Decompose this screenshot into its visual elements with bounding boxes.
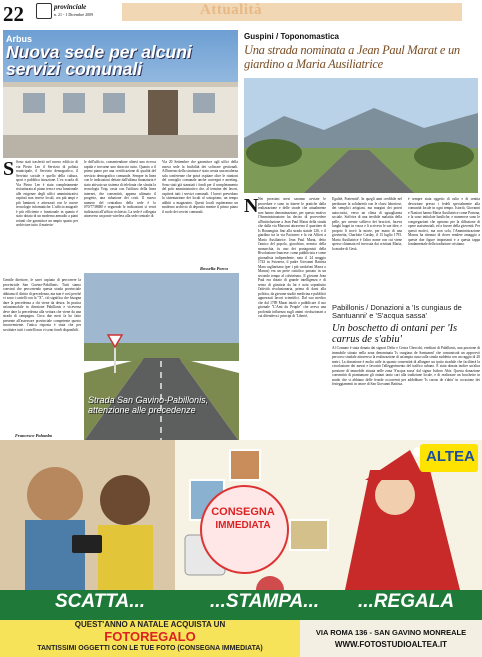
right-dropcap: N — [244, 195, 259, 217]
guspini-landscape-photo — [244, 78, 478, 193]
left-article-col2: le dell'ufficio, consentendone altresì una ricerca rapida e trovarne uno sbraccio tutto. Quanto a il primo piano per una certificazione di qualità del servizio demografico comunale. Sempre in linea con le indicazioni dettate dall'ultima finanziaria è stato attivato un sistema di telefonia che sfrutta la tecnologia Voip, ossia con l'utilizzo della linea internet, che consentirà, appena ultimato il progetto, una riduzione dei costi. Il nuovo numero del centralino della sede è lo 070/7738680 e seguendo le indicazioni si verrà indirizzati all'ufficio richiesto. La sede è collegata attraverso un ponte wireless alla sede centrale di — [84, 160, 156, 218]
left-headline: Nuova sede per alcuni servizi comunali — [6, 42, 192, 79]
page-header — [0, 0, 482, 28]
second-kicker: Pabillonis / Donazioni a 'Is cungiaus de Santuanni' e 'S'acqua sassa' — [332, 303, 462, 320]
section-bar — [122, 3, 462, 21]
ad-scatta: SCATTA... — [55, 591, 146, 612]
road-photo-caption: Strada San Gavino-Pabillonis, attenzione alle precedenze — [88, 395, 209, 415]
brand-name: ALTEA — [426, 448, 475, 465]
ad-promo-line1: QUEST'ANNO A NATALE ACQUISTA UN — [74, 620, 226, 629]
ad-regala: ...REGALA — [358, 591, 455, 612]
right-article-col2: Egalité, Fraternité'. In quegli anni credibile nel perdonare la solidarietà con le classi laboriose, dei semplici artigiani, ma margini dei poteri autocratici, verso un clima di uguaglianza sociale. Soffriva di una terribile malattia della pelle, per averne sollievo dei bruciori, faceva lunghi bagni in vasca e li scriveva le sue idee, e proprio lì trovò la morte, per mano di una giovinetta, Charlotte Corday, il 13 luglio 1793. Maria Ausiliatrice è l'altro nome con cui viene spesso chiamata ed invocata dai cristiani Maria, la madre di Gesù. — [332, 197, 402, 251]
ad-promo-line3: TANTISSIMI OGGETTI CON LE TUE FOTO (CONSEGNA IMMEDIATA) — [37, 645, 263, 652]
section-title: Attualità — [200, 2, 262, 18]
road-photo — [84, 273, 239, 441]
right-article-col1: Nei prossimi mesi saranno avviate le procedure e sono in itinere le pratiche dalla realizzazione e delle strade che attualmente non hanno denominazione, per questo motivo l'Amministrazione ha deciso di provvedere all'intitolazione a Jean Paul Marat della strada che dalla via Marconi attraverso il quartiere di Is Bonamgius fino alla strada statale 126, e il giardino tra la via Pacioneo e la via Alfieri a Maria Ausiliatrice. Jean Paul Marat, detto l'amico del popolo, giacobino, nemico della monarchia, fu uno dei protagonisti della Rivoluzione francese: come pubblicista e come giornalista indipendente, nato il 24 maggio 1743 in Svizzera, il padre Giovanni Battista Mara cagliaritano (per i più sardofoni Marra o Marras) era un prete cattolico passato in un secondo tempo al calvinismo. Il giovane Jean Paul era dotato di grande intelligenza e di senso di giustizia da lui e nota soprattutto l'attività rivoluzionaria, prima di darsi alla politica, da giovane studiò medicina e pubblicò apprezzati lavori scientifici. Dal suo medico che dal 1789 Marat iniziò a pubblicare il suo giornale "L'Ami du Peuple" che aveva una profonda influenza sugli animi rivoluzionari a cui difendeva i principi di 'Liberté, — [258, 197, 326, 318]
left-article-col1: Sono stati trasferiti nel nuovo edificio di via Pietro Leo il Servizio di polizia municipale, il Servizio demografico, il Servizio sociale e quello della cultura, sport e pubblica istruzione. L'ex scuola di Via Pietro Leo è stata completamente ristrutturata al piano terra e resa funzionale alle esigenze degli uffici amministrativi ospitati non invece locali, ora più ampi e più luminosi e attrezzati con le nuove tecnologie informatiche. L'ufficio anagrafe è più efficiente e funzionale in quanto è stato dotato di un moderno armadio a piani rotanti che garantisce un ampio spazio per archiviare tutto il materia- — [16, 160, 78, 227]
second-headline: Un boschetto di ontani per 'Is carrus de s'abiu' — [332, 323, 458, 345]
letter-author: Francesco Palombo — [15, 433, 53, 438]
dropcap: S — [3, 158, 15, 180]
right-article-col3: è sempre stata oggetto di culto e di sentita devozione presso i fedeli specialmente alla comunità locale in ogni tempo. Istoriò, Giovanni e Nazioni hanno Maria Ausiliatrice come Patrona, e la sono intitolate basiliche, e numerose sono le congregazioni che operano per la diffusione di opere assistenziali, ed a favore della gioventù. Per questi motivi, ma non solo, l'Amministrazione Marras ha ritenuto di dover rendere omaggio a queste due figure importanti e a questa tappa fondamentale della tradizione cristiana. — [408, 197, 480, 246]
left-kicker: Arbus — [6, 34, 33, 44]
page-number: 22 — [3, 2, 24, 26]
badge-line1: CONSEGNA — [211, 506, 275, 518]
paper-name: provinciale — [54, 3, 87, 11]
ad-website: WWW.FOTOSTUDIOALTEA.IT — [334, 640, 448, 649]
left-article-author: Rossella Porcu — [200, 266, 228, 271]
ad-address: VIA ROMA 136 - SAN GAVINO MONREALE — [315, 628, 467, 637]
fotoregalo-ad — [0, 440, 482, 657]
second-article-text: Al Comune è stata donata dai signori Delio e Cesira Chercchi, ereditari di Pabillonis, una porzione di immobile situato nella zona denominata 'Is cungiaus de Santuanni' che comunicatà un approvvò percorso stradale attraverso la realizzazione di un'ampia cuna sulla strada suddetta con un raggio di 20 metri. La donazione è molto utile in quanto consentirà di allargare un tratto stradale che faciliterà la circolazione dei mezzi e favorirà l'alleggerimento del traffico urbano. È stata donata inoltre un'altra porzione di immobile situata nelle zona 'S'acqua sassa' dal signor Isidoro Abis. Questa donazione consentirà di piantumare gli ontani tanto cari alla tradizione locale, e di realizzare un boschetto in modo che si abbiano delle fronde occorrenti per addobbare 'Is carrus de s'abiu' in occasione dei festeggiamenti in onore di San Giovanni Battista. — [332, 346, 480, 386]
masthead-logo — [36, 3, 52, 19]
right-kicker: Guspini / Toponomastica — [244, 32, 339, 41]
right-headline: Una strada nominata a Jean Paul Marat e un giardino a Maria Ausiliatrice — [244, 43, 460, 71]
issue-date: n. 21 - 1 Dicembre 2009 — [54, 12, 94, 17]
badge-line2: IMMEDIATA — [215, 520, 271, 531]
letter-text: Gentile direttore, le sarei capitato di percorrere la provinciale San Gavino-Pabillonis. Tutti siamo convinti che percorrendo questa strada provinciale abbiamo il diritto di precedenza, ma non è così perché vi sono i cartelli con la "X", ciò significa che bisogna dare la precedenza a chi viene da destra. In pratica un'automobile in direzione Pabillonis e viceversa deve dare la precedenza alla vettura che viene da una strada di campagna. Circa due mesi fa ho fatto presente all'assessore provinciale competente questo inconveniente. l'unica risposta è stata che per sostituire tutti i cartelli non vi sono fondi disponibili. — [3, 278, 81, 332]
ad-stampa: ...STAMPA... — [210, 591, 320, 612]
left-article-col3: Via 20 Settembre che garantisce agli uffici della nuova sede la fruibilità dei software gestionali. All'interno della struttura è stata creata una moderna sala conferenze che potrà ospitare oltre le riunioni del consiglio comunale anche convegni e meeting. Sono stati già stanziati i fondi per il completamento del polo amministrativo che, al termine dei lavori, ospiterà tutti i servizi comunali. I lavori prevedono la sistemazione dei locali al sottopiano, un tempo adibiti a magazzino. Questi locali ospiteranno un moderno archivio di deposito mentre il primo piano il ruolo dei servizi comunali. — [162, 160, 238, 214]
ad-promo-line2: FOTOREGALO — [104, 629, 196, 644]
